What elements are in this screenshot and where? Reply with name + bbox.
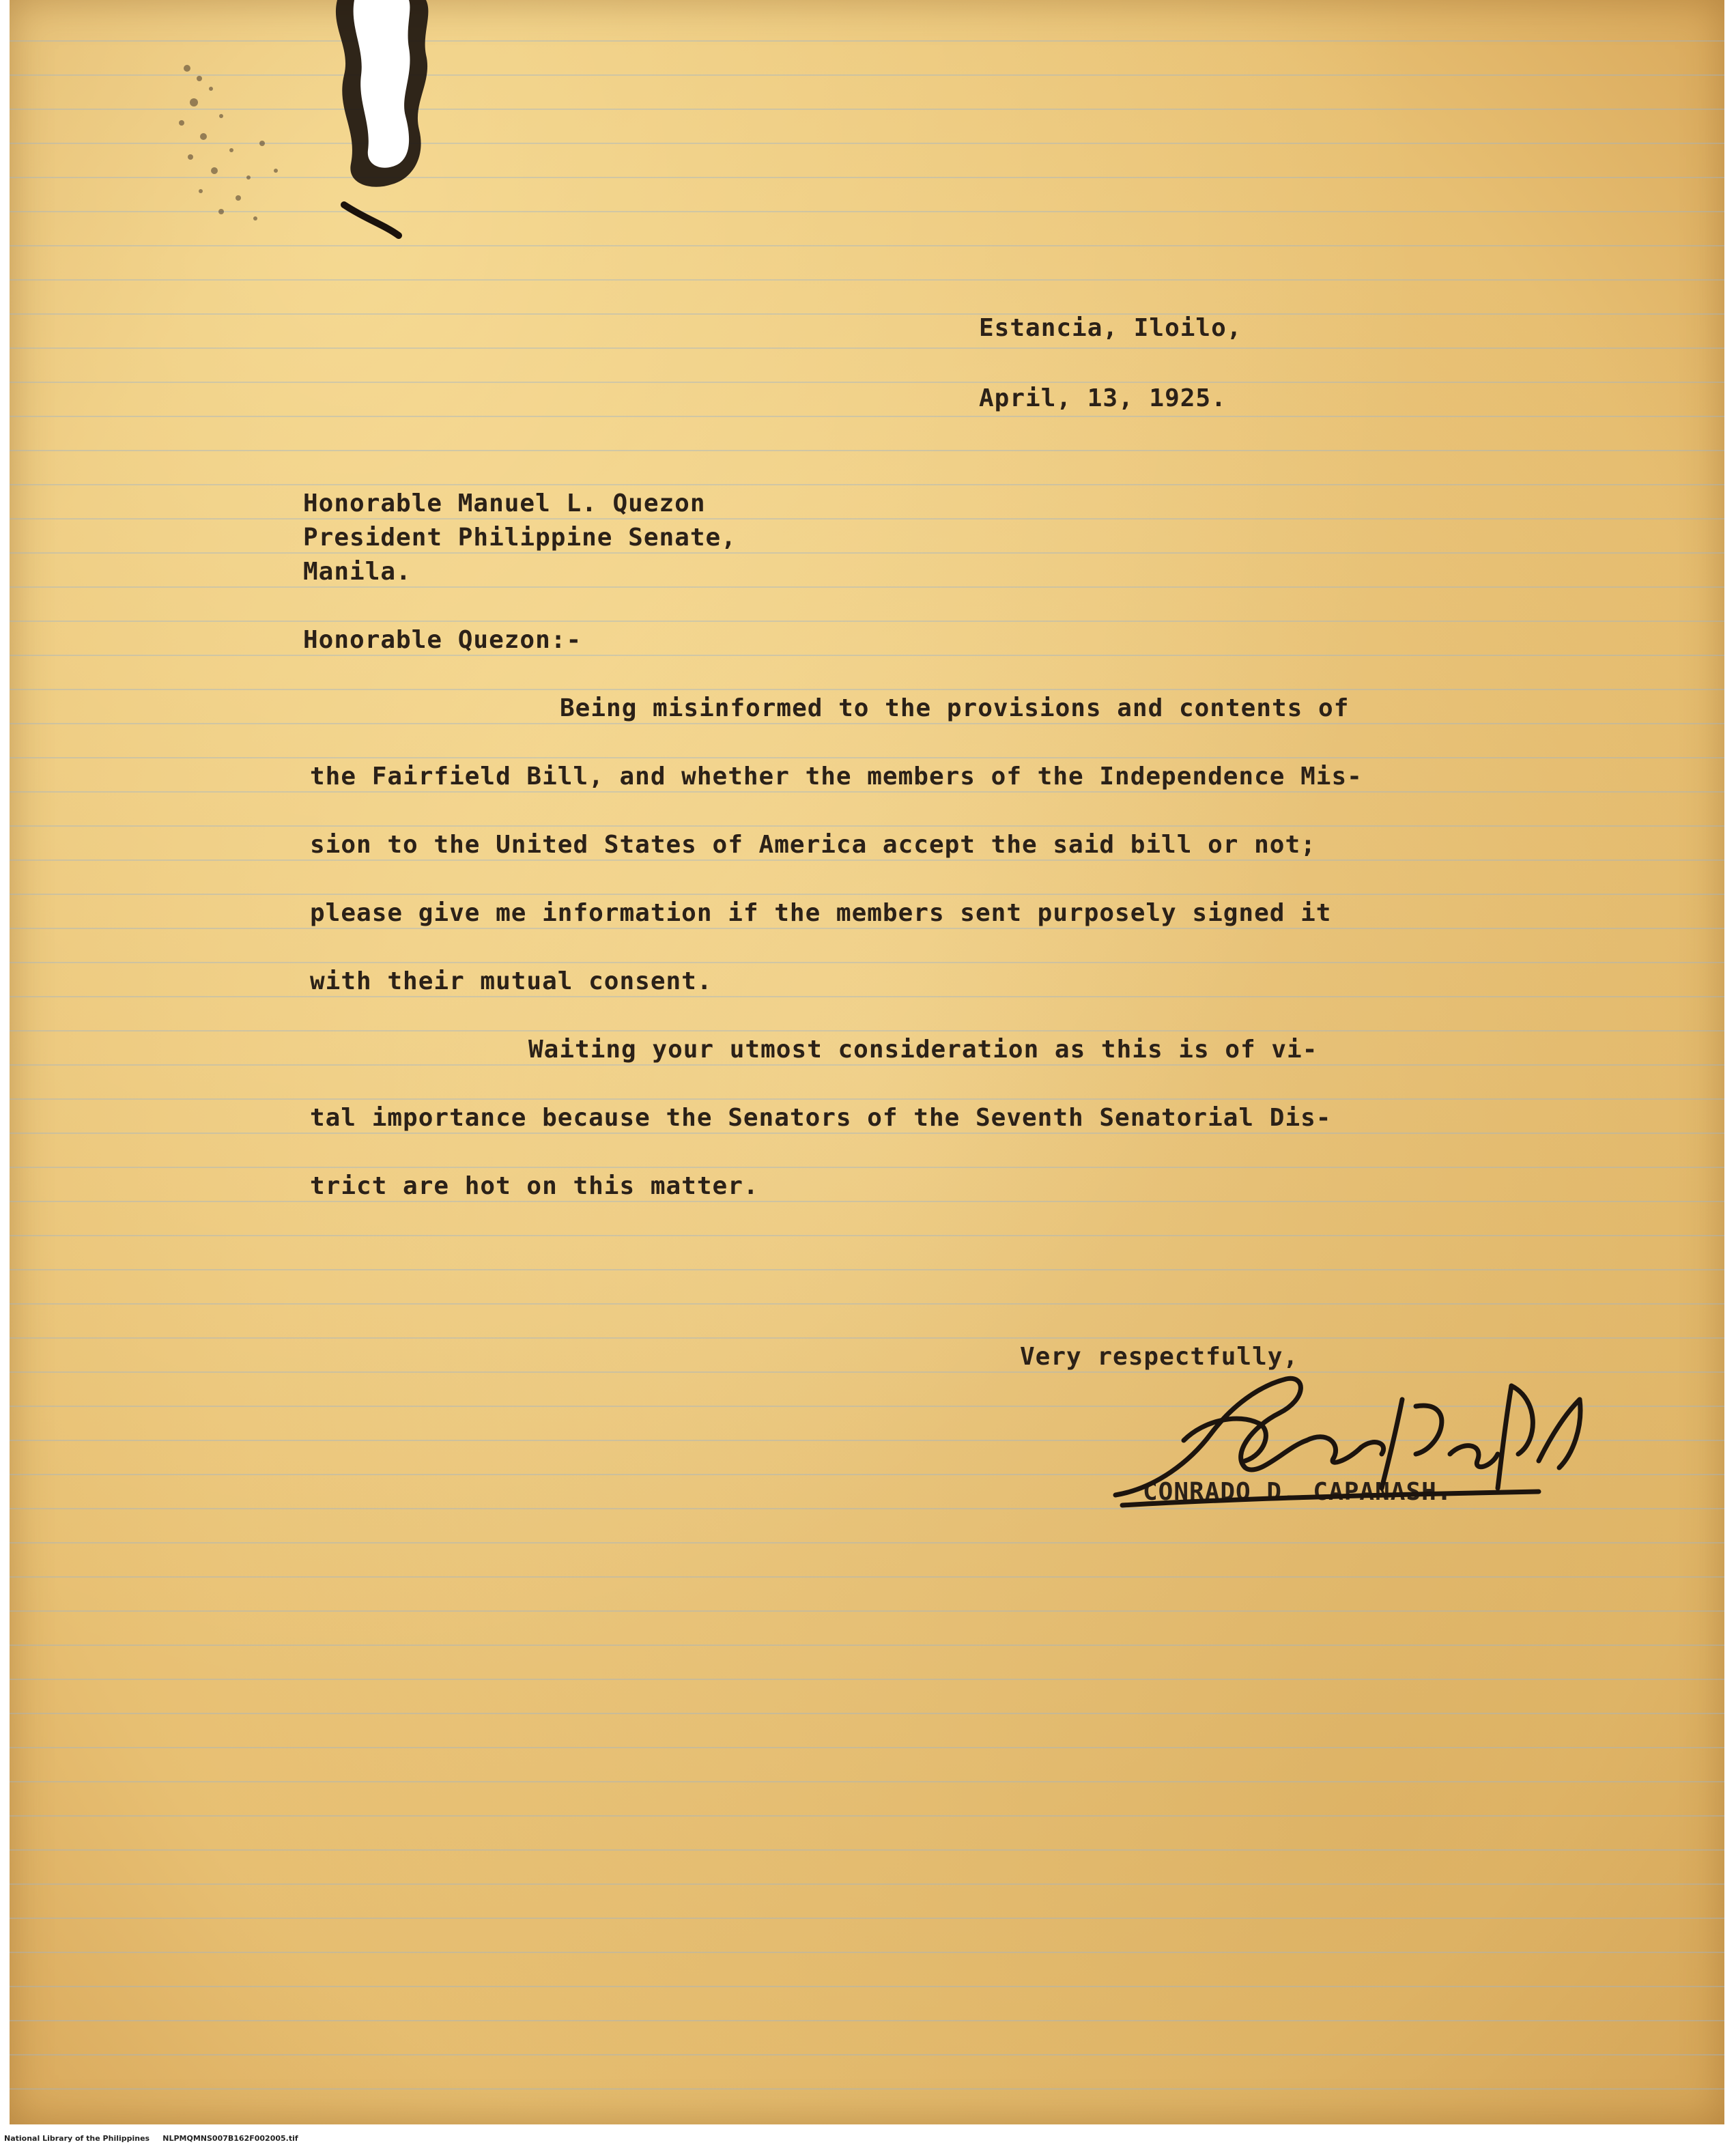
archive-name: National Library of the Philippines (4, 2134, 150, 2143)
signatory-name: CONRADO D. CAPANASH. (1143, 1478, 1453, 1506)
burn-hole (324, 0, 460, 259)
letter-place: Estancia, Iloilo, (979, 314, 1242, 342)
salutation: Honorable Quezon:- (303, 626, 582, 654)
handwritten-signature (1102, 1358, 1593, 1529)
body-line: the Fairfield Bill, and whether the members of the Independence Mis- (310, 763, 1363, 791)
body-line: with their mutual consent. (310, 967, 713, 995)
file-id: NLPMQMNS007B162F002005.tif (162, 2134, 298, 2143)
closing: Very respectfully, (1020, 1343, 1299, 1371)
recipient-line: Honorable Manuel L. Quezon (303, 489, 706, 517)
letter-date: April, 13, 1925. (979, 384, 1227, 412)
recipient-line: Manila. (303, 558, 412, 586)
body-line: please give me information if the members sent purposely signed it (310, 899, 1332, 927)
foxing-stains (173, 41, 296, 287)
body-line: trict are hot on this matter. (310, 1172, 759, 1200)
body-line: sion to the United States of America accept the said bill or not; (310, 831, 1316, 859)
recipient-line: President Philippine Senate, (303, 524, 737, 552)
archive-footer (4, 2134, 298, 2143)
paper-sheet (10, 0, 1724, 2124)
body-line: Waiting your utmost consideration as this is of vi- (528, 1036, 1318, 1064)
body-line: tal importance because the Senators of the Seventh Senatorial Dis- (310, 1104, 1332, 1132)
body-line: Being misinformed to the provisions and contents of (560, 694, 1350, 722)
